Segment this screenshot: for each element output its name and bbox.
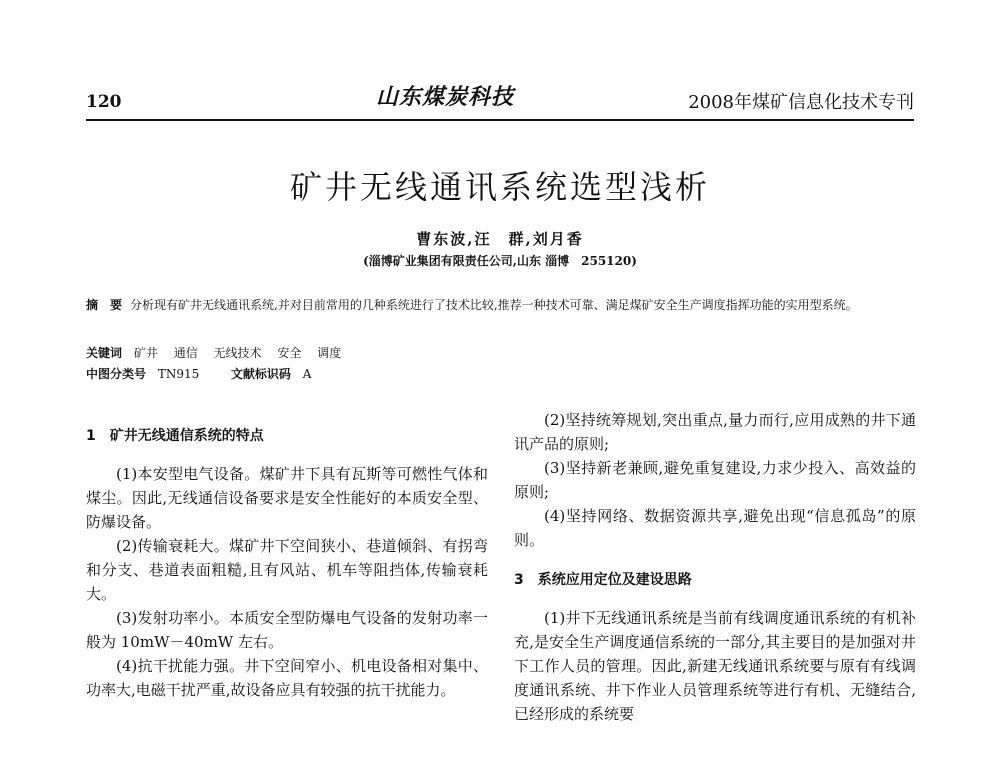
paragraph: (3)发射功率小。本质安全型防爆电气设备的发射功率一般为 10mW－40mW 左右。 — [86, 609, 488, 651]
header-rule — [86, 119, 914, 121]
left-column — [86, 408, 488, 702]
keyword: 安全 — [277, 346, 302, 360]
paragraph: (2)坚持统筹规划,突出重点,量力而行,应用成熟的井下通讯产品的原则; — [514, 411, 916, 453]
keyword: 调度 — [317, 346, 342, 360]
doc-code-label: 文献标识码 — [230, 367, 291, 381]
keywords-label: 关键词 — [86, 346, 123, 360]
journal-logo: 山东煤炭科技 — [376, 84, 515, 110]
classification-code: TN915 — [157, 367, 200, 381]
keyword: 通信 — [173, 346, 198, 360]
page-number: 120 — [86, 92, 122, 112]
section-heading: 3 系统应用定位及建设思路 — [514, 572, 692, 588]
keyword: 无线技术 — [213, 346, 262, 360]
paragraph: (1)井下无线通讯系统是当前有线调度通讯系统的有机补充,是安全生产调度通信系统的一部分,其主要目的是加强对井下工作人员的管理。因此,新建无线通讯系统要与原有有线调度通讯系统、井下作业人员管理系统等进行有机、无缝结合,已经形成的系统要 — [514, 609, 916, 723]
classification-label: 中图分类号 — [86, 367, 147, 381]
issue-title: 2008年煤矿信息化技术专刊 — [688, 92, 914, 113]
section-heading: 1 矿井无线通信系统的特点 — [86, 428, 264, 444]
abstract-block — [86, 296, 914, 315]
classification-block — [86, 365, 914, 384]
right-column — [514, 408, 916, 726]
paragraph: (2)传输衰耗大。煤矿井下空间狭小、巷道倾斜、有拐弯和分支、巷道表面粗糙,且有风站、机车等阻挡体,传输衰耗大。 — [86, 537, 488, 603]
page-header — [86, 78, 914, 118]
article-authors: 曹东波,汪 群,刘月香 — [416, 230, 584, 248]
keyword: 矿井 — [133, 346, 158, 360]
article-title: 矿井无线通讯系统选型浅析 — [289, 168, 710, 206]
paragraph: (1)本安型电气设备。煤矿井下具有瓦斯等可燃性气体和煤尘。因此,无线通信设备要求是安全性能好的本质安全型、防爆设备。 — [86, 465, 488, 531]
paragraph: (4)抗干扰能力强。井下空间窄小、机电设备相对集中、功率大,电磁干扰严重,故设备应具有较强的抗干扰能力。 — [86, 657, 488, 699]
paragraph: (3)坚持新老兼顾,避免重复建设,力求少投入、高效益的原则; — [514, 459, 916, 501]
keywords-block — [86, 344, 914, 363]
paragraph: (4)坚持网络、数据资源共享,避免出现“信息孤岛”的原则。 — [514, 507, 916, 549]
abstract-text: 分析现有矿井无线通讯系统,并对目前常用的几种系统进行了技术比较,推荐一种技术可靠、满足煤矿安全生产调度指挥功能的实用型系统。 — [130, 298, 858, 312]
abstract-label: 摘 要 — [86, 298, 123, 312]
doc-code: A — [302, 367, 312, 381]
article-affiliation: (淄博矿业集团有限责任公司,山东 淄博 255120) — [363, 254, 637, 268]
